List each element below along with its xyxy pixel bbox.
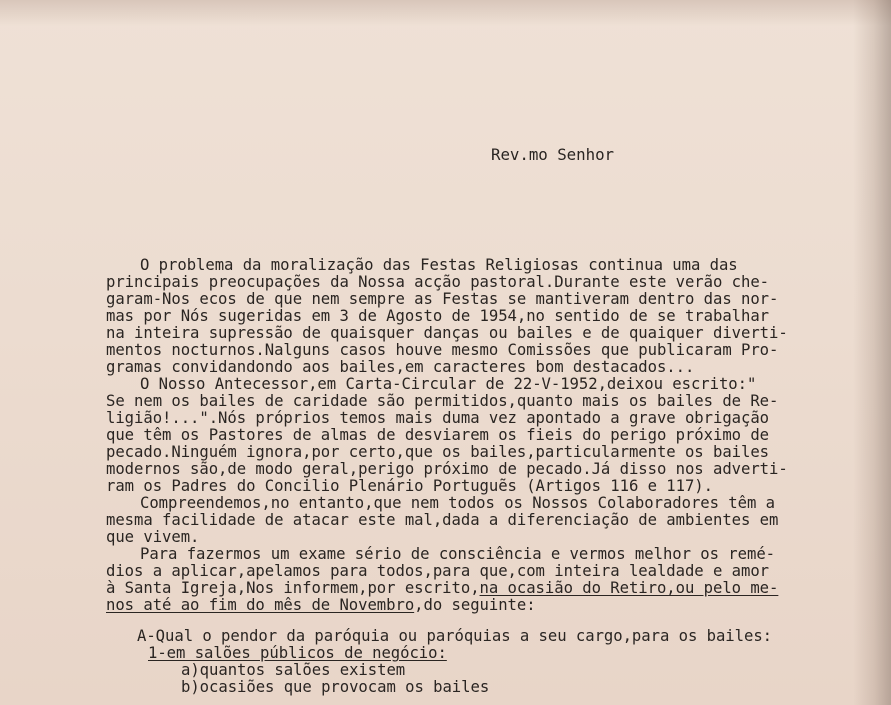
text-segment: à Santa Igreja,Nos informem,por escrito, — [106, 579, 480, 597]
underlined-deadline: na ocasião do Retiro,ou pelo me- — [479, 579, 779, 597]
text-line: Compreendemos,no entanto,que nem todos os Nossos Colaboradores têm a — [140, 494, 776, 512]
text-line: Se nem os bailes de caridade são permitidos,quanto mais os bailes de Re- — [106, 392, 779, 410]
text-line: mesma facilidade de atacar este mal,dada a diferenciação de ambientes em — [106, 511, 779, 529]
text-line: O problema da moralização das Festas Religiosas continua uma das — [140, 256, 738, 274]
question-a-item-1: 1-em salões públicos de negócio: — [148, 644, 447, 662]
text-line: mentos nocturnos.Nalguns casos houve mesmo Comissões que publicaram Pro- — [106, 341, 779, 359]
text-line: ligião!...".Nós próprios temos mais duma vez apontado a grave obrigação — [106, 409, 770, 427]
letter-greeting: Rev.mo Senhor — [491, 145, 614, 164]
text-line — [106, 580, 778, 597]
text-line: gramas convidandondo aos bailes,em caracteres bom destacados... — [106, 358, 695, 376]
text-line: mas por Nós sugeridas em 3 de Agosto de 1954,no sentido de se trabalhar — [106, 307, 770, 325]
question-a-item-1a: a)quantos salões existem — [181, 661, 406, 679]
text-segment: ,do seguinte: — [414, 596, 536, 614]
question-a-item-1b: b)ocasiões que provocam os bailes — [181, 678, 490, 696]
text-line: O Nosso Antecessor,em Carta-Circular de 22-V-1952,deixou escrito:" — [140, 375, 757, 393]
text-line: modernos são,de modo geral,perigo próximo de pecado.Já disso nos adverti- — [106, 460, 788, 478]
text-line: principais preocupações da Nossa acção pastoral.Durante este verão che- — [106, 273, 770, 291]
text-line — [106, 597, 536, 614]
text-line: dios a aplicar,apelamos para todos,para que,com inteira lealdade e amor — [106, 562, 770, 580]
text-line: que têm os Pastores de almas de desviarem os fieis do perigo próximo de — [106, 426, 770, 444]
question-a: A-Qual o pendor da paróquia ou paróquias a seu cargo,para os bailes: — [137, 627, 773, 645]
text-line: na inteira supressão de quaisquer danças ou bailes e de quaiquer diverti- — [106, 324, 788, 342]
text-line: que vivem. — [106, 528, 200, 546]
text-line: garam-Nos ecos de que nem sempre as Festas se mantiveram dentro das nor- — [106, 290, 779, 308]
text-line: ram os Padres do Concilio Plenário Portuguẽs (Artigos 116 e 117). — [106, 477, 713, 495]
underlined-deadline: nos até ao fim do mês de Novembro — [106, 596, 415, 614]
text-line: pecado.Ninguém ignora,por certo,que os bailes,particularmente os bailes — [106, 443, 770, 461]
text-line: Para fazermos um exame sério de consciência e vermos melhor os remé- — [140, 545, 776, 563]
